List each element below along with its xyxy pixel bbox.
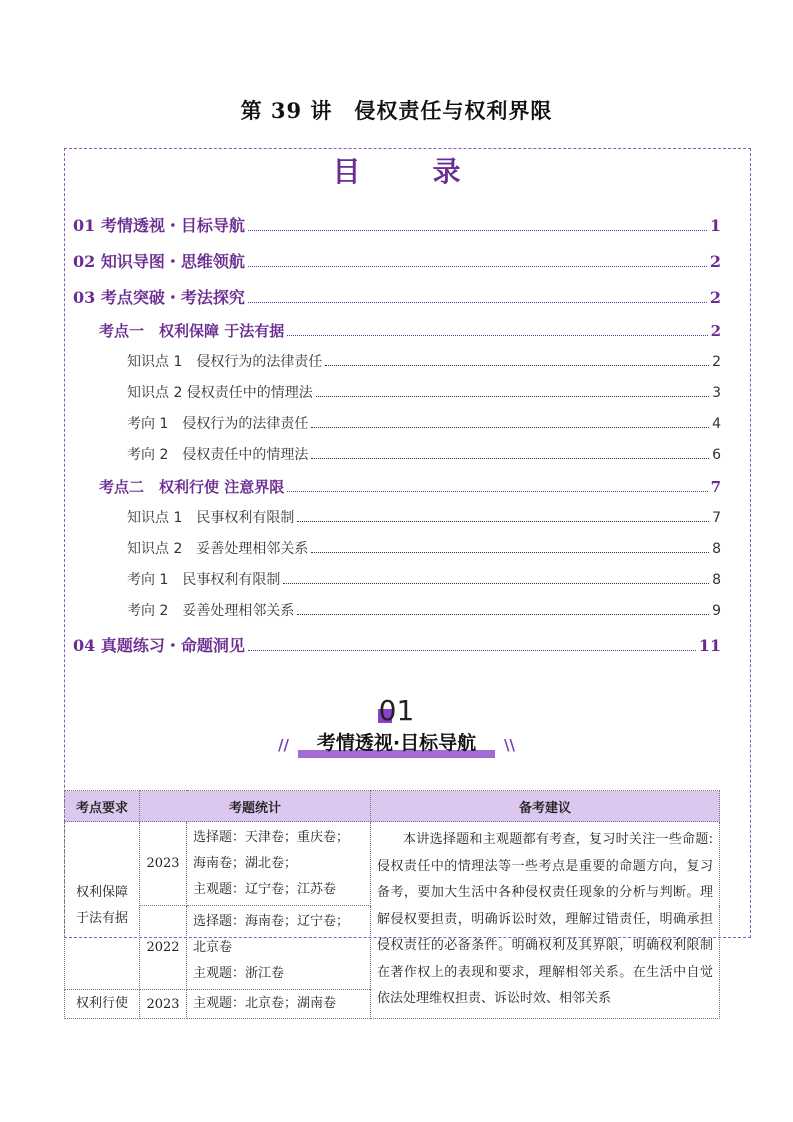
- toc-leader-dots: [297, 521, 709, 522]
- toc-entry-page: 2: [709, 252, 721, 271]
- toc-leader-dots: [248, 230, 707, 231]
- toc-entry-label: 知识点 2 妥善处理相邻关系: [127, 541, 309, 557]
- toc-leader-dots: [287, 335, 707, 336]
- requirement-cell: [65, 822, 140, 990]
- exam-items-cell: [187, 822, 371, 906]
- toc-entry[interactable]: [73, 633, 721, 656]
- toc-entry[interactable]: [127, 569, 721, 589]
- toc-entry[interactable]: [127, 382, 721, 402]
- toc-leader-dots: [283, 583, 709, 584]
- exam-item: 选择题：天津卷；重庆卷；: [193, 829, 350, 845]
- table-row: [65, 822, 720, 906]
- toc-leader-dots: [287, 491, 707, 492]
- toc-entry[interactable]: [127, 351, 721, 371]
- exam-item: 海南卷；湖北卷；: [193, 855, 298, 871]
- requirement-text: 权利保障: [75, 884, 128, 900]
- section-title: 考情透视·目标导航: [316, 732, 477, 754]
- toc-leader-dots: [311, 458, 709, 459]
- year-cell: 2022: [140, 906, 187, 990]
- exam-item: 主观题：辽宁卷；江苏卷: [193, 881, 337, 897]
- toc-entry-label: 考向 2 侵权责任中的情理法: [127, 447, 309, 463]
- toc-entry-page: 8: [712, 541, 721, 557]
- banner-right-deco: \\: [504, 736, 515, 754]
- toc-heading: 目 录: [332, 155, 483, 188]
- toc-entry[interactable]: [127, 507, 721, 527]
- toc-leader-dots: [311, 552, 709, 553]
- exam-item: 北京卷: [193, 939, 233, 955]
- table-header-row: [65, 791, 720, 822]
- exam-items-cell: [187, 906, 371, 990]
- toc-entry-page: 1: [709, 216, 721, 235]
- toc-leader-dots: [316, 396, 709, 397]
- header-requirement: 考点要求: [65, 791, 140, 822]
- toc-entry-label: 04 真题练习・命题洞见: [73, 636, 245, 655]
- toc-entry-label: 知识点 1 民事权利有限制: [127, 510, 295, 526]
- section-number: 01: [378, 694, 415, 727]
- toc-entry[interactable]: [127, 413, 721, 433]
- toc-entry-page: 2: [709, 288, 721, 307]
- toc-entry-page: 11: [698, 636, 721, 655]
- toc-entry-page: 2: [710, 322, 721, 340]
- toc-entry-page: 4: [712, 416, 721, 432]
- exam-item: 主观题：浙江卷: [193, 965, 285, 981]
- banner-left-deco: //: [278, 736, 289, 754]
- toc-entry-label: 02 知识导图・思维领航: [73, 252, 245, 271]
- requirement-text: 于法有据: [75, 910, 128, 926]
- toc-entry-label: 考向 2 妥善处理相邻关系: [127, 603, 295, 619]
- toc-entry-page: 3: [712, 385, 721, 401]
- exam-overview-table: [64, 790, 720, 1019]
- toc-leader-dots: [248, 650, 696, 651]
- toc-entry-page: 7: [712, 510, 721, 526]
- toc-leader-dots: [297, 614, 709, 615]
- year-cell: 2023: [140, 822, 187, 906]
- exam-item: 主观题：北京卷；湖南卷: [193, 996, 337, 1011]
- toc-entry[interactable]: [99, 320, 721, 341]
- toc-entry[interactable]: [127, 600, 721, 620]
- toc-entry-label: 知识点 2 侵权责任中的情理法: [127, 385, 313, 401]
- exam-items-cell: [187, 990, 371, 1019]
- document-title: 第 39 讲 侵权责任与权利界限: [240, 98, 553, 123]
- toc-entry-page: 6: [712, 447, 721, 463]
- toc-entry-label: 考点二 权利行使 注意界限: [99, 478, 285, 496]
- toc-entry-page: 2: [712, 354, 721, 370]
- toc-entry-page: 9: [712, 603, 721, 619]
- requirement-cell: 权利行使: [65, 990, 140, 1019]
- toc-leader-dots: [325, 365, 709, 366]
- header-statistics: 考题统计: [140, 791, 371, 822]
- toc-entry[interactable]: [127, 444, 721, 464]
- toc-entry-label: 01 考情透视・目标导航: [73, 216, 245, 235]
- toc-entry-page: 7: [710, 478, 721, 496]
- toc-leader-dots: [311, 427, 709, 428]
- toc-entry-label: 考向 1 民事权利有限制: [127, 572, 281, 588]
- advice-cell: 本讲选择题和主观题都有考查，复习时关注一些命题:侵权责任中的情理法等一些考点是重要的命题方向，复习备考，要加大生活中各种侵权责任现象的分析与判断。理解侵权要担责，明确诉讼时效，理解过错责任，明确承担侵权责任的必备条件。明确权利及其界限，明确权利限制在著作权上的表现和要求，理解相邻关系。在生活中自觉依法处理维权担责、诉讼时效、相邻关系: [371, 822, 720, 1019]
- toc-leader-dots: [248, 266, 707, 267]
- toc-entry[interactable]: [73, 285, 721, 308]
- toc-entry[interactable]: [99, 476, 721, 497]
- toc-entry-label: 03 考点突破・考法探究: [73, 288, 245, 307]
- toc-entry-label: 考点一 权利保障 于法有据: [99, 322, 285, 340]
- year-cell: 2023: [140, 990, 187, 1019]
- toc-entry-label: 知识点 1 侵权行为的法律责任: [127, 354, 323, 370]
- header-advice: 备考建议: [371, 791, 720, 822]
- exam-item: 选择题：海南卷；辽宁卷；: [193, 913, 350, 929]
- toc-leader-dots: [248, 302, 707, 303]
- toc-entry-label: 考向 1 侵权行为的法律责任: [127, 416, 309, 432]
- toc-entry[interactable]: [73, 249, 721, 272]
- toc-entry[interactable]: [127, 538, 721, 558]
- toc-entry-page: 8: [712, 572, 721, 588]
- toc-entry[interactable]: [73, 213, 721, 236]
- section-banner: [278, 728, 515, 760]
